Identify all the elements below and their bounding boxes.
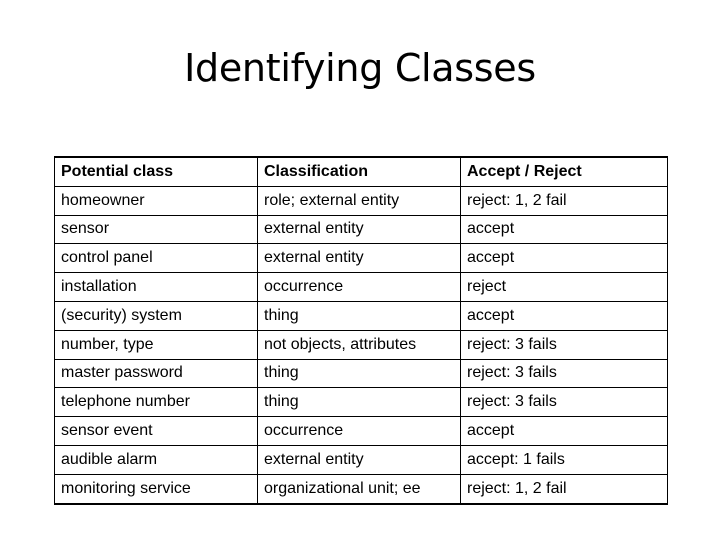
classes-table	[54, 156, 668, 505]
cell-accept-reject: accept	[461, 301, 668, 330]
cell-classification: external entity	[258, 244, 461, 273]
cell-accept-reject: reject: 3 fails	[461, 359, 668, 388]
header-accept-reject: Accept / Reject	[461, 157, 668, 186]
cell-accept-reject: accept	[461, 244, 668, 273]
table-row	[55, 388, 668, 417]
cell-potential-class: control panel	[55, 244, 258, 273]
cell-classification: occurrence	[258, 417, 461, 446]
table-row	[55, 215, 668, 244]
cell-accept-reject: accept	[461, 215, 668, 244]
cell-classification: organizational unit; ee	[258, 474, 461, 503]
table-header-row	[55, 157, 668, 186]
cell-classification: occurrence	[258, 273, 461, 302]
cell-accept-reject: reject: 1, 2 fail	[461, 186, 668, 215]
cell-potential-class: monitoring service	[55, 474, 258, 503]
cell-classification: thing	[258, 301, 461, 330]
cell-accept-reject: accept	[461, 417, 668, 446]
table-row	[55, 445, 668, 474]
table-row	[55, 244, 668, 273]
slide-title: Identifying Classes	[184, 46, 536, 90]
table-row	[55, 330, 668, 359]
cell-accept-reject: accept: 1 fails	[461, 445, 668, 474]
cell-classification: external entity	[258, 445, 461, 474]
table-row	[55, 186, 668, 215]
cell-potential-class: sensor event	[55, 417, 258, 446]
cell-classification: thing	[258, 359, 461, 388]
cell-potential-class: (security) system	[55, 301, 258, 330]
cell-classification: not objects, attributes	[258, 330, 461, 359]
cell-accept-reject: reject: 3 fails	[461, 330, 668, 359]
table-row	[55, 474, 668, 503]
cell-potential-class: master password	[55, 359, 258, 388]
cell-accept-reject: reject	[461, 273, 668, 302]
header-potential-class: Potential class	[55, 157, 258, 186]
cell-potential-class: telephone number	[55, 388, 258, 417]
table-row	[55, 301, 668, 330]
header-classification: Classification	[258, 157, 461, 186]
cell-classification: external entity	[258, 215, 461, 244]
cell-potential-class: installation	[55, 273, 258, 302]
table-row	[55, 359, 668, 388]
cell-accept-reject: reject: 1, 2 fail	[461, 474, 668, 503]
cell-potential-class: audible alarm	[55, 445, 258, 474]
cell-classification: thing	[258, 388, 461, 417]
cell-potential-class: homeowner	[55, 186, 258, 215]
cell-potential-class: number, type	[55, 330, 258, 359]
cell-potential-class: sensor	[55, 215, 258, 244]
table-row	[55, 273, 668, 302]
cell-classification: role; external entity	[258, 186, 461, 215]
table-row	[55, 417, 668, 446]
cell-accept-reject: reject: 3 fails	[461, 388, 668, 417]
